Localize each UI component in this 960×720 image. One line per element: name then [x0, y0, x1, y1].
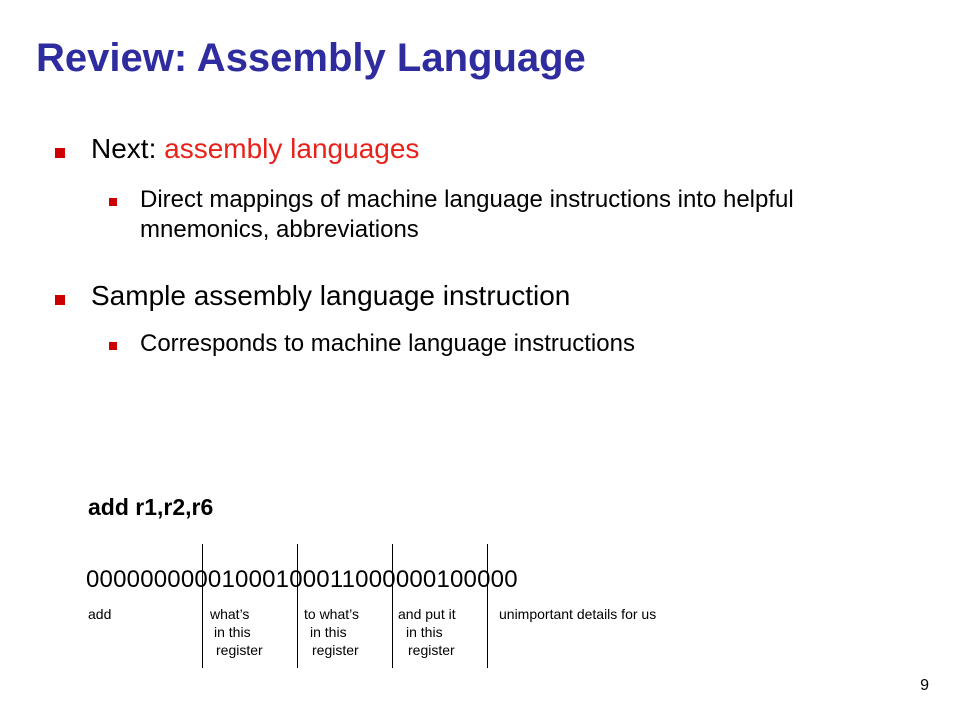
- field-label-rt: [304, 605, 359, 659]
- field-label-line: add: [88, 606, 112, 622]
- field-divider: [392, 544, 393, 668]
- field-label-line: in this: [406, 624, 443, 640]
- bullet-text: Sample assembly language instruction: [91, 280, 571, 311]
- bullet-highlight: assembly languages: [164, 133, 420, 164]
- field-label-line: register: [312, 642, 359, 658]
- bullet-text: [91, 132, 419, 166]
- field-divider: [297, 544, 298, 668]
- machine-code-binary: 00000000001000100011000000100000: [86, 566, 518, 593]
- bullet-next: [55, 132, 419, 166]
- field-label-line: what’s: [210, 606, 250, 622]
- slide-title: Review: Assembly Language: [36, 36, 586, 80]
- bullet-square-icon: [109, 342, 117, 350]
- page-number: 9: [920, 677, 929, 694]
- field-label-line: unimportant details for us: [499, 606, 657, 622]
- field-label-line: in this: [310, 624, 347, 640]
- sub-bullet-corresponds: [109, 329, 635, 359]
- field-label-line: in this: [214, 624, 251, 640]
- field-label-line: register: [408, 642, 455, 658]
- sub-bullet-direct-mappings: [109, 185, 915, 245]
- bullet-square-icon: [109, 198, 117, 206]
- field-label-rs: [208, 605, 263, 659]
- bullet-square-icon: [55, 148, 65, 158]
- assembly-instruction: add r1,r2,r6: [88, 494, 214, 520]
- bullet-prefix: Next:: [91, 133, 165, 164]
- field-label-line: and put it: [398, 606, 456, 622]
- sub-bullet-text: Direct mappings of machine language instructions into helpful mnemonics, abbreviations: [140, 186, 794, 243]
- field-label-line: to what’s: [304, 606, 359, 622]
- field-label-rest: [499, 605, 656, 623]
- field-label-line: register: [216, 642, 263, 658]
- sub-bullet-text: Corresponds to machine language instructions: [140, 330, 635, 357]
- field-divider: [202, 544, 203, 668]
- bullet-sample-instruction: [55, 279, 570, 313]
- field-divider: [487, 544, 488, 668]
- field-label-rd: [398, 605, 456, 659]
- bullet-square-icon: [55, 295, 65, 305]
- field-label-opcode: [88, 605, 111, 623]
